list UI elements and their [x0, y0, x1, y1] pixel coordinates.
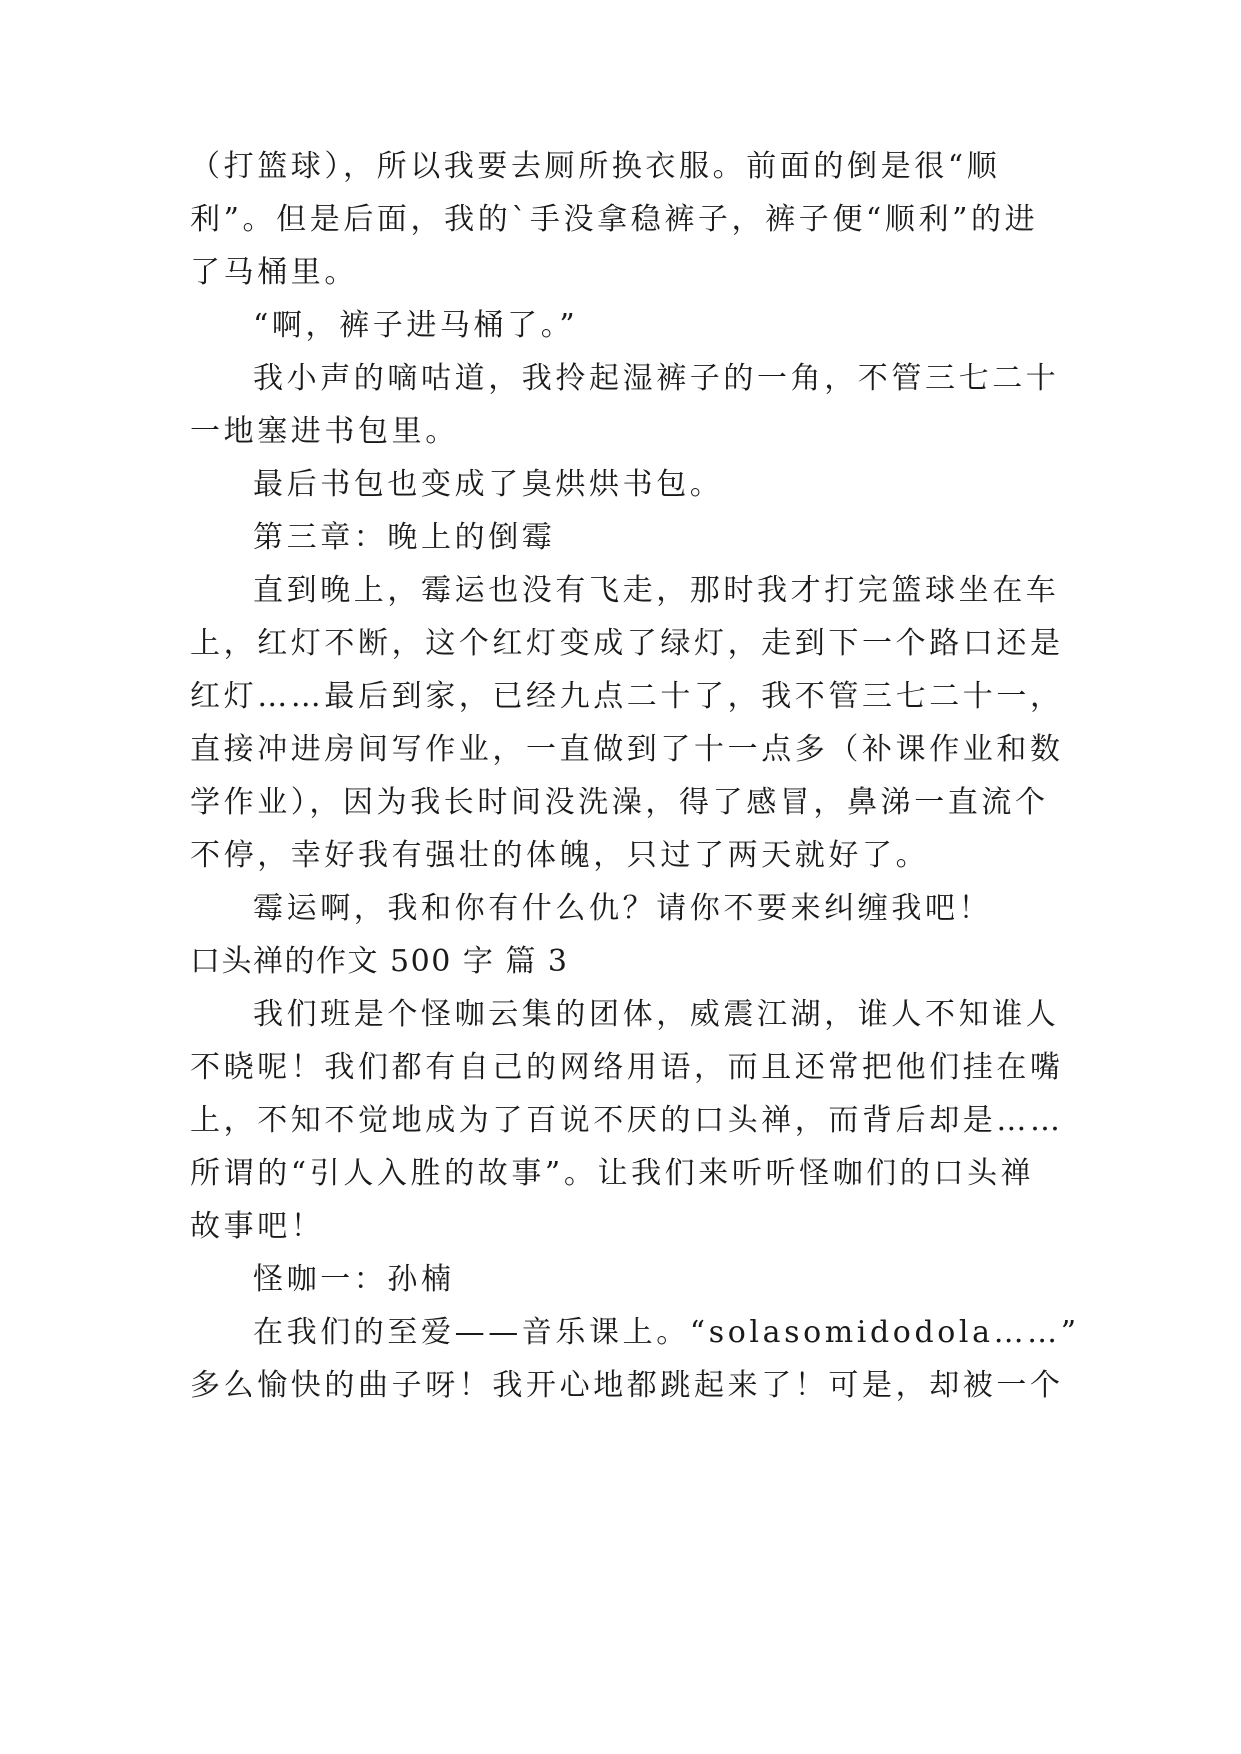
section-heading: 第三章：晚上的倒霉 — [253, 520, 556, 555]
paragraph-line: 上，红灯不断，这个红灯变成了绿灯，走到下一个路口还是 — [190, 626, 1064, 661]
paragraph-line: 红灯……最后到家，已经九点二十了，我不管三七二十一， — [190, 679, 1064, 714]
paragraph-line: 霉运啊，我和你有什么仇？请你不要来纠缠我吧！ — [253, 891, 993, 926]
paragraph-line: 故事吧！ — [190, 1209, 325, 1244]
article-title: 口头禅的作文 500 字 篇 3 — [190, 944, 569, 979]
paragraph-line: （打篮球），所以我要去厕所换衣服。前面的倒是很“顺 — [190, 149, 1001, 184]
paragraph-line: “啊，裤子进马桶了。” — [253, 308, 579, 343]
paragraph-line: 上，不知不觉地成为了百说不厌的口头禅，而背后却是…… — [190, 1103, 1064, 1138]
paragraph-line: 多么愉快的曲子呀！我开心地都跳起来了！可是，却被一个 — [190, 1368, 1064, 1403]
paragraph-line: 所谓的“引人入胜的故事”。让我们来听听怪咖们的口头禅 — [190, 1156, 1035, 1191]
paragraph-line: 学作业），因为我长时间没洗澡，得了感冒，鼻涕一直流个 — [190, 785, 1049, 820]
section-heading: 怪咖一：孙楠 — [253, 1262, 455, 1297]
paragraph-line: 一地塞进书包里。 — [190, 414, 459, 449]
paragraph-line: 直接冲进房间写作业，一直做到了十一点多（补课作业和数 — [190, 732, 1064, 767]
paragraph-line: 直到晚上，霉运也没有飞走，那时我才打完篮球坐在车 — [253, 573, 1060, 608]
paragraph-line: 在我们的至爱——音乐课上。“solasomidodola……” — [253, 1315, 1080, 1350]
paragraph-line: 最后书包也变成了臭烘烘书包。 — [253, 467, 724, 502]
paragraph-line: 不晓呢！我们都有自己的网络用语，而且还常把他们挂在嘴 — [190, 1050, 1064, 1085]
paragraph-line: 了马桶里。 — [190, 255, 358, 290]
paragraph-line: 我们班是个怪咖云集的团体，威震江湖，谁人不知谁人 — [253, 997, 1060, 1032]
paragraph-line: 我小声的嘀咕道，我拎起湿裤子的一角，不管三七二十 — [253, 361, 1060, 396]
paragraph-line: 不停，幸好我有强壮的体魄，只过了两天就好了。 — [190, 838, 930, 873]
paragraph-line: 利”。但是后面，我的`手没拿稳裤子，裤子便“顺利”的进 — [190, 202, 1039, 237]
